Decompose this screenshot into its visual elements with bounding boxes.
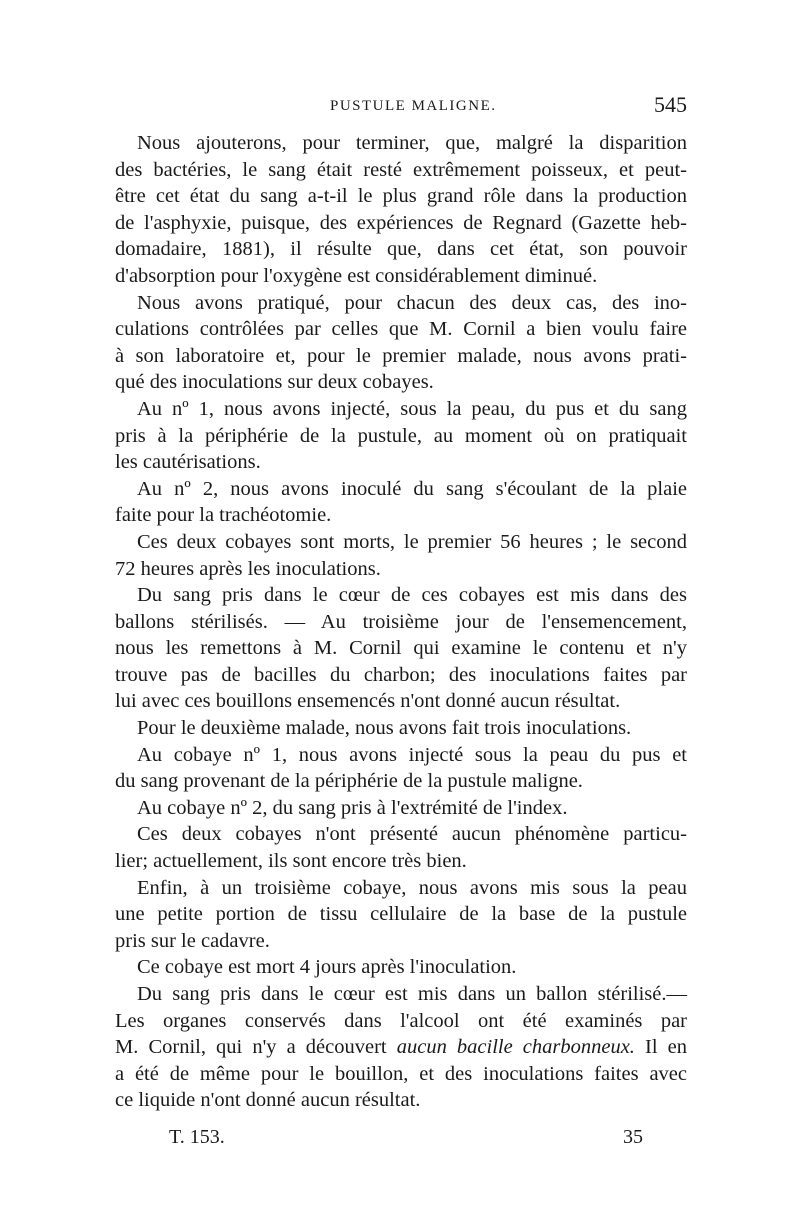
text-line: Ce cobaye est mort 4 jours après l'inoculation. bbox=[137, 956, 517, 979]
text-line: faite pour la trachéotomie. bbox=[115, 504, 332, 527]
text-line: trouve pas de bacilles du charbon; des inoculations faites par bbox=[115, 663, 687, 686]
text-line: du sang provenant de la périphérie de la pustule maligne. bbox=[115, 770, 583, 793]
page-footer bbox=[115, 1126, 687, 1156]
text-line: pris sur le cadavre. bbox=[115, 929, 270, 952]
text-line: Ces deux cobayes sont morts, le premier 56 heures ; le second bbox=[137, 530, 687, 553]
text-line: ballons stérilisés. — Au troisième jour de l'ensemencement, bbox=[115, 610, 687, 633]
text-line: lui avec ces bouillons ensemencés n'ont donné aucun résultat. bbox=[115, 690, 621, 713]
text-line: 72 heures après les inoculations. bbox=[115, 557, 381, 580]
text-line: Du sang pris dans le cœur est mis dans un ballon stérilisé.— bbox=[137, 983, 687, 1005]
text-segment: M. Cornil, qui n'y a découvert bbox=[115, 1036, 397, 1059]
text-line: Enfin, à un troisième cobaye, nous avons mis sous la peau bbox=[137, 876, 687, 899]
text-line: Pour le deuxième malade, nous avons fait trois inoculations. bbox=[137, 717, 632, 740]
text-line: Au nº 2, nous avons inoculé du sang s'écoulant de la plaie bbox=[137, 477, 687, 500]
text-line: a été de même pour le bouillon, et des inoculations faites avec bbox=[115, 1062, 687, 1085]
text-line: Au cobaye nº 2, du sang pris à l'extrémité de l'index. bbox=[137, 796, 568, 819]
text-line: d'absorption pour l'oxygène est considérablement diminué. bbox=[115, 264, 598, 287]
text-line: Nous avons pratiqué, pour chacun des deux cas, des ino- bbox=[137, 291, 687, 314]
text-line: Du sang pris dans le cœur de ces cobayes est mis dans des bbox=[137, 584, 687, 607]
text-line: Au nº 1, nous avons injecté, sous la peau, du pus et du sang bbox=[137, 397, 687, 420]
text-line: nous les remettons à M. Cornil qui examine le contenu et n'y bbox=[115, 637, 687, 660]
text-line: Les organes conservés dans l'alcool ont été examinés par bbox=[115, 1009, 687, 1032]
text-line: des bactéries, le sang était resté extrêmement poisseux, et peut- bbox=[115, 158, 687, 181]
text-line: une petite portion de tissu cellulaire de la base de la pustule bbox=[115, 903, 687, 926]
text-line: les cautérisations. bbox=[115, 451, 261, 474]
text-line: culations contrôlées par celles que M. Cornil a bien voulu faire bbox=[115, 318, 687, 341]
text-line: domadaire, 1881), il résulte que, dans cet état, son pouvoir bbox=[115, 238, 687, 261]
italic-phrase: aucun bacille charbonneux. bbox=[396, 1036, 635, 1059]
running-head-title: PUSTULE MALIGNE. bbox=[330, 98, 497, 114]
text-line: Ces deux cobayes n'ont présenté aucun phénomène particu- bbox=[137, 823, 687, 846]
text-line: qué des inoculations sur deux cobayes. bbox=[115, 371, 434, 394]
text-line: Au cobaye nº 1, nous avons injecté sous la peau du pus et bbox=[137, 743, 687, 766]
text-line: lier; actuellement, ils sont encore très bien. bbox=[115, 850, 467, 873]
signature-mark: T. 153. bbox=[169, 1126, 225, 1148]
text-line: être cet état du sang a-t-il le plus grand rôle dans la production bbox=[115, 185, 687, 208]
text-segment: Il en bbox=[634, 1036, 687, 1059]
page-number: 545 bbox=[654, 92, 687, 117]
text-line: de l'asphyxie, puisque, des expériences de Regnard (Gazette heb- bbox=[115, 211, 687, 234]
text-line: ce liquide n'ont donné aucun résultat. bbox=[115, 1089, 421, 1112]
body-text bbox=[115, 130, 687, 1114]
running-head bbox=[115, 92, 687, 124]
text-line bbox=[115, 1034, 687, 1061]
sheet-number: 35 bbox=[623, 1126, 643, 1148]
text-line: Nous ajouterons, pour terminer, que, malgré la disparition bbox=[137, 132, 687, 154]
text-line: à son laboratoire et, pour le premier malade, nous avons prati- bbox=[115, 344, 687, 367]
text-line: pris à la périphérie de la pustule, au moment où on pratiquait bbox=[115, 424, 687, 447]
